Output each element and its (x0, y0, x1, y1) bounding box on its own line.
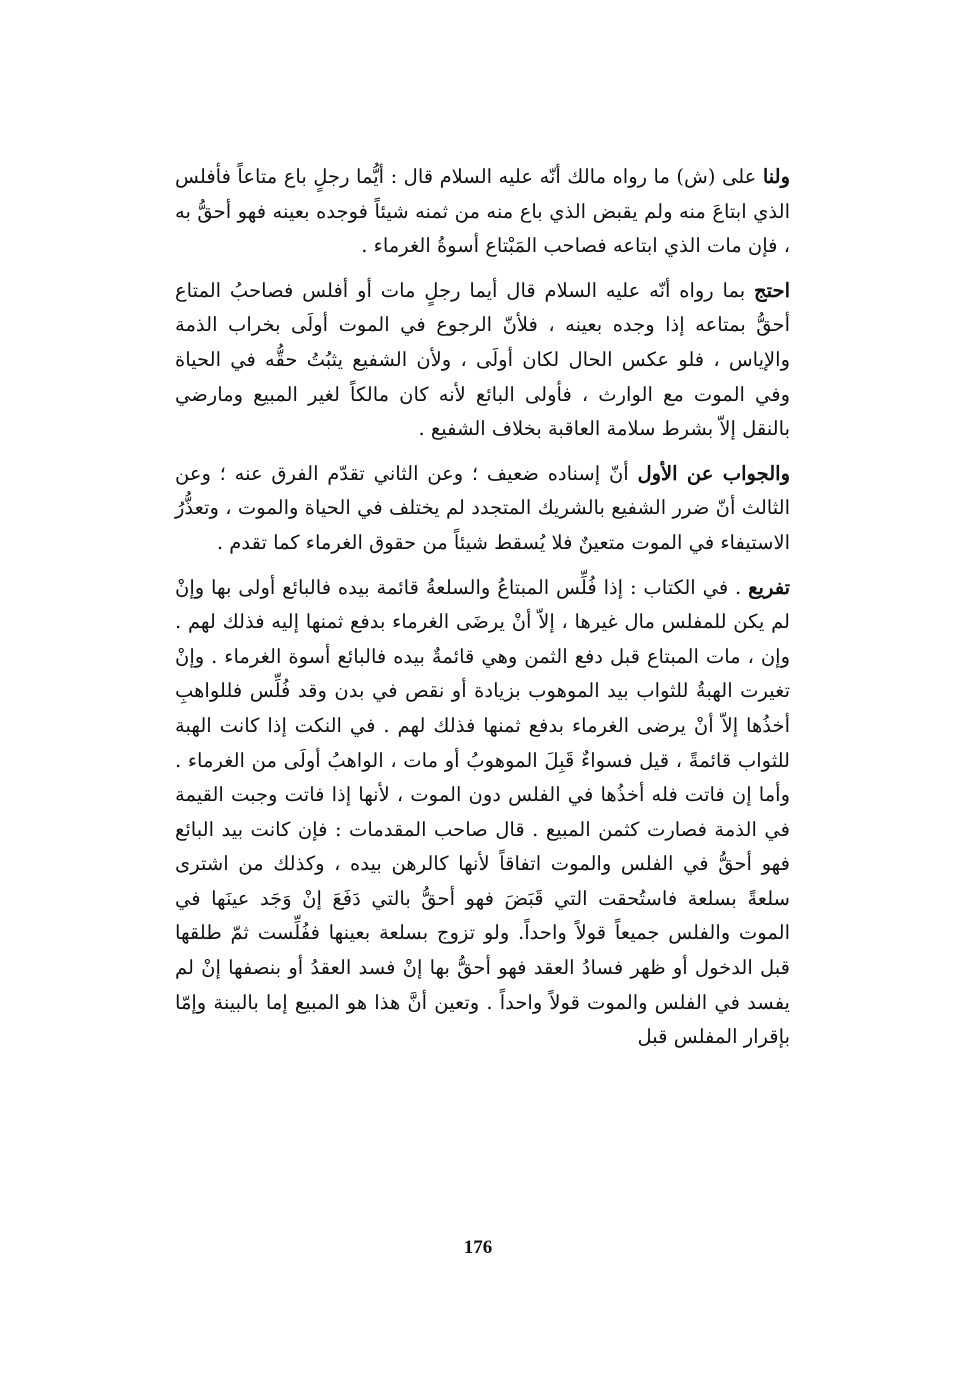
paragraph-3-text: أنّ إسناده ضعيف ؛ وعن الثاني تقدّم الفرق عنه ؛ وعن الثالث أنّ ضرر الشفيع بالشريك المتجدد لم يختلف في الحياة والموت ، وتعذُّرُ الاستيفاء في الموت متعينٌ فلا يُسقط شيئاً من حقوق الغرماء كما تقدم . (175, 461, 790, 554)
paragraph-4-text: . في الكتاب : إذا فُلِّس المبتاعُ والسلعةُ قائمة بيده فالبائع أولى بها وإنْ لم يكن للمفلس مال غيرها ، إلاّ أنْ يرضَى الغرماء بدفع ثمنها إليه فذلك لهم . وإن ، مات المبتاع قبل دفع الثمن وهي قائمةٌ بيده فالبائع أسوة الغرماء . وإنْ تغيرت الهبةُ للثواب بيد الموهوب بزيادة أو نقص في بدن وقد فُلِّس فللواهبِ أخذُها إلاّ أنْ يرضى الغرماء بدفع ثمنها فذلك لهم . في النكت إذا كانت الهبة للثواب قائمةً ، قيل فسواءٌ قَبِلَ الموهوبُ أو مات ، الواهبُ أولَى من الغرماء . وأما إن فاتت فله أخذُها في الفلس دون الموت ، لأنها إذا فاتت وجبت القيمة في الذمة فصارت كثمن المبيع . قال صاحب المقدمات : فإن كانت بيد البائع فهو أحقُّ في الفلس والموت اتفاقاً لأنها كالرهن بيده ، وكذلك من اشترى سلعةً بسلعة فاستُحقت التي قَبَضَ فهو أحقُّ بالتي دَفَعَ إنْ وَجَد عينَها في الموت والفلس جميعاً قولاً واحداً. ولو تزوج بسلعة بعينها ففُلِّست ثمّ طلقها قبل الدخول أو ظهر فسادُ العقد فهو أحقُّ بها إنْ فسد العقدُ أو بنصفها إنْ لم يفسد في الفلس والموت قولاً واحداً . وتعين أنَّ هذا هو المبيع إما بالبينة وإمّا بإقرار المفلس قبل (175, 575, 790, 1049)
paragraph-3-lead: والجواب عن الأول (637, 461, 790, 485)
paragraph-2-lead: احتج (754, 278, 790, 302)
paragraph-2-text: بما رواه أنّه عليه السلام قال أيما رجلٍ مات أو أفلس فصاحبُ المتاع أحقُّ بمتاعه إذا وجده بعينه ، فلأنّ الرجوع في الموت أولَى بخراب الذمة والإياس ، فلو عكس الحال لكان أولَى ، ولأن الشفيع يثبُتُ حقُّه في الحياة وفي الموت مع الوارث ، فأولى البائع لأنه كان مالكاً لغير المبيع ومارضي بالنقل إلاّ بشرط سلامة العاقبة بخلاف الشفيع . (175, 278, 790, 441)
page-body (175, 160, 790, 1065)
paragraph-2 (175, 274, 790, 447)
paragraph-4-lead: تفريع (748, 575, 790, 599)
paragraph-1 (175, 160, 790, 264)
paragraph-3 (175, 457, 790, 561)
page-number: 176 (463, 1237, 493, 1258)
paragraph-4 (175, 571, 790, 1055)
paragraph-1-text: على (ش) ما رواه مالك أنّه عليه السلام قال : أيُّما رجلٍ باع متاعاً فأفلس الذي ابتاعَ منه ولم يقبض الذي باع منه من ثمنه شيئاً فوجده بعينه فهو أحقُّ به ، فإن مات الذي ابتاعه فصاحب المَبْتاع أسوةُ الغرماء . (175, 165, 790, 258)
paragraph-1-lead: ولنا (762, 165, 790, 188)
